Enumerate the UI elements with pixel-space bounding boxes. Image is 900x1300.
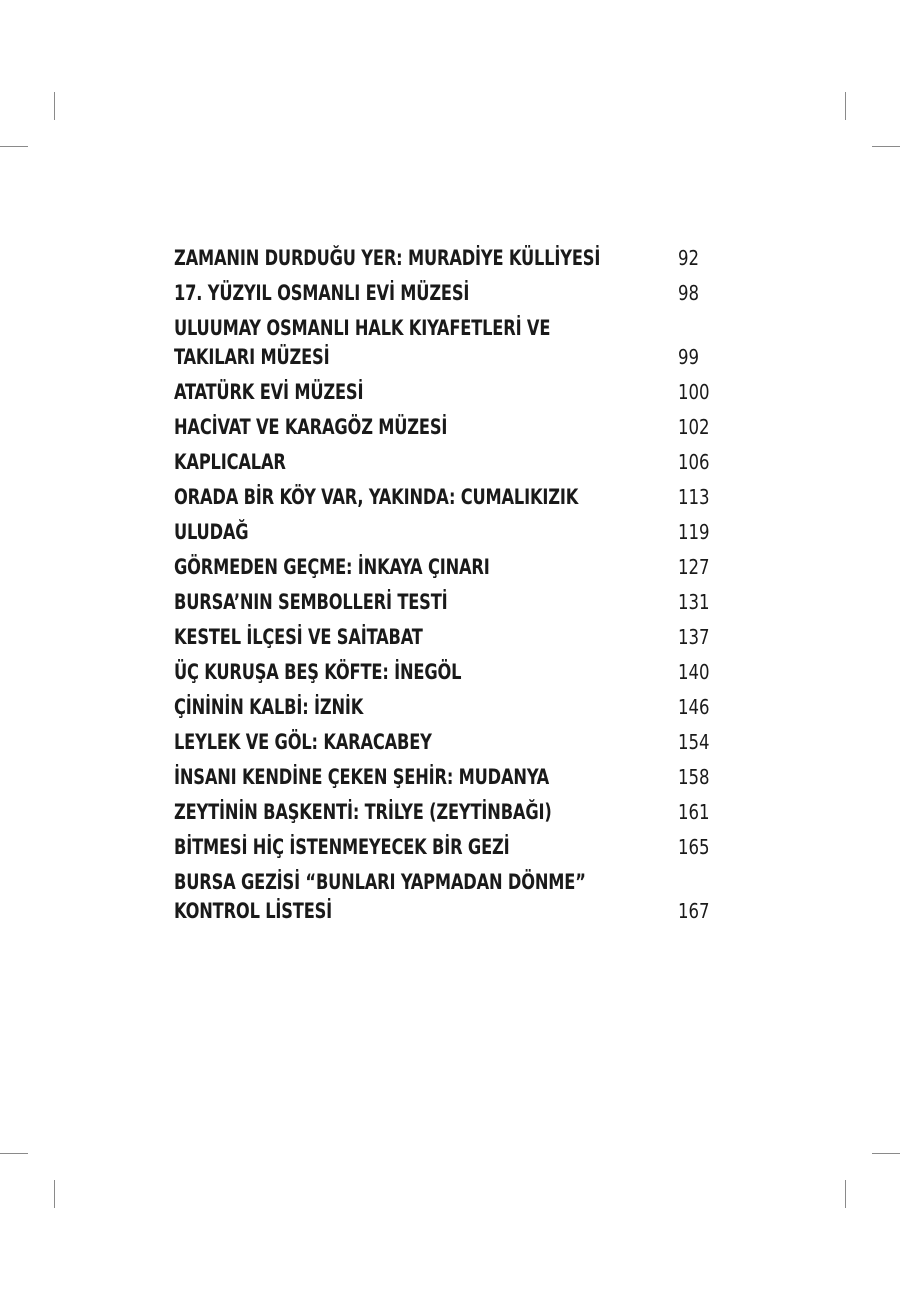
toc-entry-page-number: 98 [678, 281, 700, 305]
toc-entry-title [174, 868, 586, 926]
toc-entry-title [174, 658, 461, 687]
toc-entry-title-line: GÖRMEDEN GEÇME: İNKAYA ÇINARI [174, 555, 490, 579]
toc-entry [174, 868, 734, 926]
toc-entry-title [174, 798, 552, 827]
toc-entry-page-number: 131 [678, 590, 710, 614]
toc-entry-page-number: 146 [678, 695, 710, 719]
toc-entry [174, 244, 734, 273]
toc-entry-page-number: 165 [678, 835, 710, 859]
toc-entry-title [174, 483, 578, 512]
toc-entry [174, 279, 734, 308]
toc-entry [174, 693, 734, 722]
toc-entry-title-line: ORADA BİR KÖY VAR, YAKINDA: CUMALIKIZIK [174, 485, 579, 509]
toc-entry-title [174, 378, 363, 407]
toc-entry [174, 763, 734, 792]
toc-entry-title-line: ULUDAĞ [174, 520, 249, 544]
toc-entry-page-number: 140 [678, 660, 710, 684]
toc-entry-page-number: 127 [678, 555, 710, 579]
toc-entry [174, 483, 734, 512]
toc-entry [174, 553, 734, 582]
toc-entry-title-line: HACİVAT VE KARAGÖZ MÜZESİ [174, 415, 448, 439]
crop-mark-top-left-horizontal [0, 146, 28, 147]
toc-entry-title [174, 244, 600, 273]
crop-mark-bottom-left-horizontal [0, 1153, 28, 1154]
crop-mark-bottom-right-vertical [845, 1180, 846, 1208]
toc-entry-page-number: 137 [678, 625, 710, 649]
toc-entry-title-line: ATATÜRK EVİ MÜZESİ [174, 380, 364, 404]
toc-entry-title-line: BURSA’NIN SEMBOLLERİ TESTİ [174, 590, 448, 614]
toc-entry-title-line: ULUUMAY OSMANLI HALK KIYAFETLERİ VE [174, 316, 551, 340]
toc-entry-title-line: 17. YÜZYIL OSMANLI EVİ MÜZESİ [174, 281, 470, 305]
toc-entry-title [174, 413, 447, 442]
toc-entry [174, 798, 734, 827]
toc-entry-title-line: BURSA GEZİSİ “BUNLARI YAPMADAN DÖNME” [174, 870, 586, 894]
toc-entry-title [174, 553, 490, 582]
toc-entry-title [174, 623, 423, 652]
toc-entry [174, 518, 734, 547]
toc-entry [174, 314, 734, 372]
toc-entry-page-number: 161 [678, 800, 710, 824]
toc-entry [174, 448, 734, 477]
crop-mark-top-left-vertical [54, 92, 55, 120]
toc-entry-page-number: 113 [678, 485, 710, 509]
toc-entry-title-line: ZEYTİNİN BAŞKENTİ: TRİLYE (ZEYTİNBAĞI) [174, 800, 552, 824]
toc-entry-page-number: 158 [678, 765, 710, 789]
toc-entry-title [174, 693, 363, 722]
toc-entry-page-number: 167 [678, 899, 710, 923]
crop-mark-bottom-left-vertical [54, 1180, 55, 1208]
toc-entry-title-line: ZAMANIN DURDUĞU YER: MURADİYE KÜLLİYESİ [174, 246, 601, 270]
toc-entry [174, 833, 734, 862]
toc-entry [174, 588, 734, 617]
toc-entry-page-number: 100 [678, 380, 710, 404]
toc-entry-title [174, 728, 432, 757]
toc-entry-page-number: 102 [678, 415, 710, 439]
toc-entry-title-line: ÜÇ KURUŞA BEŞ KÖFTE: İNEGÖL [174, 660, 462, 684]
toc-entry-title-line: TAKILARI MÜZESİ [174, 345, 330, 369]
toc-entry-title [174, 314, 550, 372]
toc-entry-page-number: 99 [678, 345, 700, 369]
toc-entry-title [174, 518, 248, 547]
toc-entry [174, 658, 734, 687]
toc-entry-title-line: BİTMESİ HİÇ İSTENMEYECEK BİR GEZİ [174, 835, 510, 859]
toc-entry-title-line: LEYLEK VE GÖL: KARACABEY [174, 730, 432, 754]
crop-mark-top-right-vertical [845, 92, 846, 120]
toc-entry-page-number: 154 [678, 730, 710, 754]
toc-entry-title-line: KAPLICALAR [174, 450, 286, 474]
toc-entry-title [174, 588, 447, 617]
toc-entry-page-number: 106 [678, 450, 710, 474]
toc-entry [174, 378, 734, 407]
toc-entry-title [174, 448, 286, 477]
toc-entry-title-line: İNSANI KENDİNE ÇEKEN ŞEHİR: MUDANYA [174, 765, 550, 789]
toc-entry-title-line: KESTEL İLÇESİ VE SAİTABAT [174, 625, 423, 649]
toc-entry-title [174, 763, 549, 792]
toc-entry-page-number: 92 [678, 246, 700, 270]
toc-entry-page-number: 119 [678, 520, 710, 544]
toc-entry-title [174, 279, 469, 308]
toc-entry-title [174, 833, 510, 862]
toc-entry [174, 728, 734, 757]
crop-mark-top-right-horizontal [872, 146, 900, 147]
toc-entry [174, 623, 734, 652]
table-of-contents [174, 244, 734, 932]
toc-entry [174, 413, 734, 442]
toc-entry-title-line: ÇİNİNİN KALBİ: İZNİK [174, 695, 364, 719]
crop-mark-bottom-right-horizontal [872, 1153, 900, 1154]
toc-entry-title-line: KONTROL LİSTESİ [174, 899, 333, 923]
